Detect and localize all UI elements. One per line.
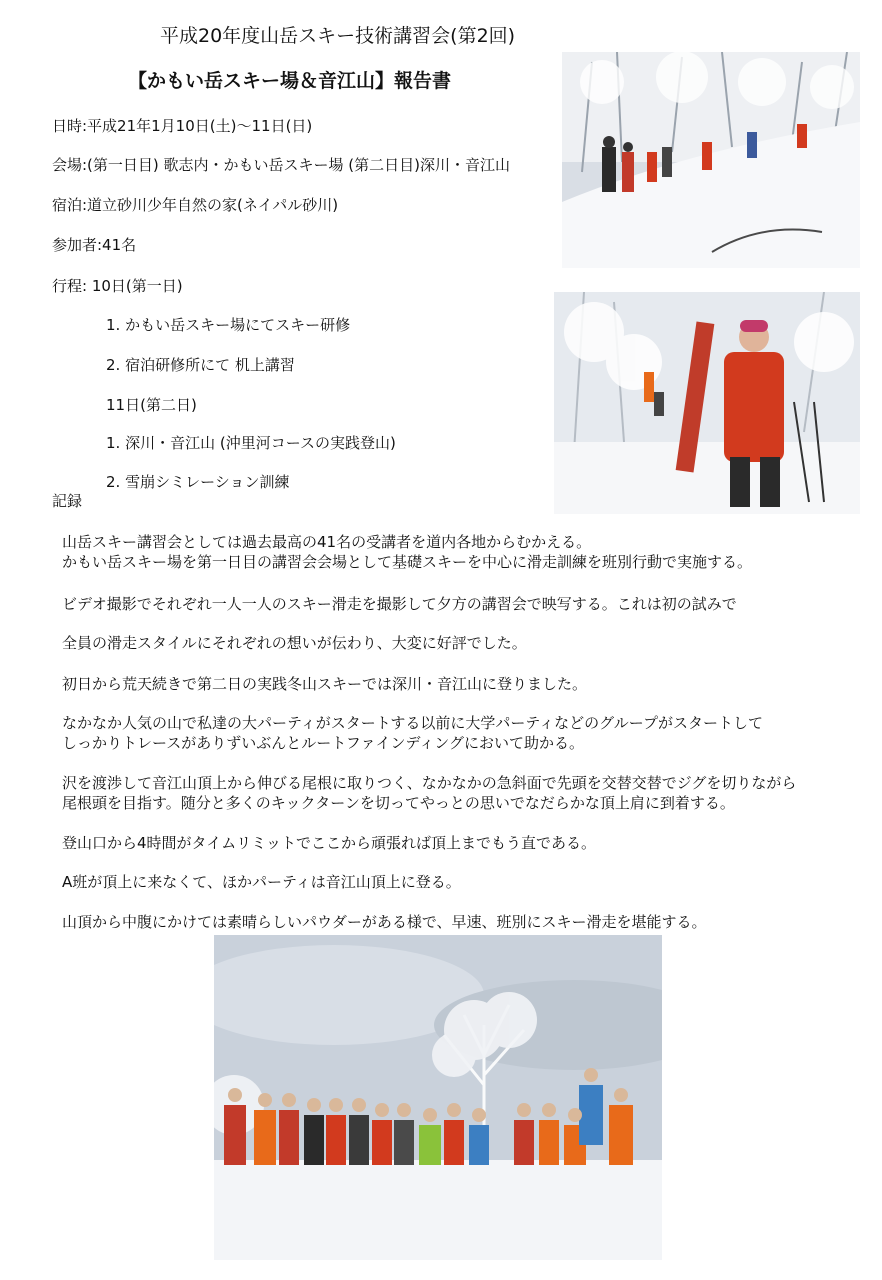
photo-instructor <box>554 292 860 514</box>
itinerary-item: 2. 宿泊研修所にて 机上講習 <box>106 356 295 374</box>
itinerary-item: 1. かもい岳スキー場にてスキー研修 <box>106 316 351 334</box>
itinerary-item: 2. 雪崩シミレーション訓練 <box>106 473 290 491</box>
record-line: 尾根頭を目指す。随分と多くのキックターンを切ってやっとの思いでなだらかな頂上肩に到着する。 <box>62 794 735 812</box>
record-line: 山岳スキー講習会としては過去最高の41名の受講者を道内各地からむかえる。 <box>62 533 592 551</box>
date-line: 日時:平成21年1月10日(土)～11日(日) <box>52 117 313 135</box>
itinerary-item: 1. 深川・音江山 (沖里河コースの実践登山) <box>106 434 396 452</box>
record-line: 全員の滑走スタイルにそれぞれの想いが伝わり、大変に好評でした。 <box>62 634 527 652</box>
itinerary-day2-label: 11日(第二日) <box>106 396 197 414</box>
record-line: しっかりトレースがありずいぶんとルートファインディングにおいて助かる。 <box>62 734 585 752</box>
photo-skiers-climbing <box>562 52 860 268</box>
report-subtitle: 【かもい岳スキー場＆音江山】報告書 <box>128 70 452 92</box>
record-line: 山頂から中腹にかけては素晴らしいパウダーがある様で、早速、班別にスキー滑走を堪能する。 <box>62 913 707 931</box>
record-line: 初日から荒天続きで第二日の実践冬山スキーでは深川・音江山に登りました。 <box>62 675 588 693</box>
record-line: なかなか人気の山で私達の大パーティがスタートする以前に大学パーティなどのグループがスタートして <box>62 714 763 732</box>
lodging-line: 宿泊:道立砂川少年自然の家(ネイパル砂川) <box>52 196 339 214</box>
participants-line: 参加者:41名 <box>52 236 137 254</box>
record-label: 記録 <box>52 492 83 510</box>
photo-group-summit <box>214 935 662 1260</box>
main-title: 平成20年度山岳スキー技術講習会(第2回) <box>160 25 516 47</box>
itinerary-label: 行程: 10日(第一日) <box>52 277 183 295</box>
record-line: A班が頂上に来なくて、ほかパーティは音江山頂上に登る。 <box>62 873 461 891</box>
record-line: 登山口から4時間がタイムリミットでここから頑張れば頂上までもう直である。 <box>62 834 596 852</box>
venue-line: 会場:(第一日目) 歌志内・かもい岳スキー場 (第二日目)深川・音江山 <box>52 156 511 174</box>
record-line: かもい岳スキー場を第一日目の講習会会場として基礎スキーを中心に滑走訓練を班別行動で実施する。 <box>62 553 753 571</box>
record-line: 沢を渡渉して音江山頂上から伸びる尾根に取りつく、なかなかの急斜面で先頭を交替交替でジグを切りながら <box>62 774 797 792</box>
record-line: ビデオ撮影でそれぞれ一人一人のスキー滑走を撮影して夕方の講習会で映写する。これは初の試みで <box>62 595 737 613</box>
